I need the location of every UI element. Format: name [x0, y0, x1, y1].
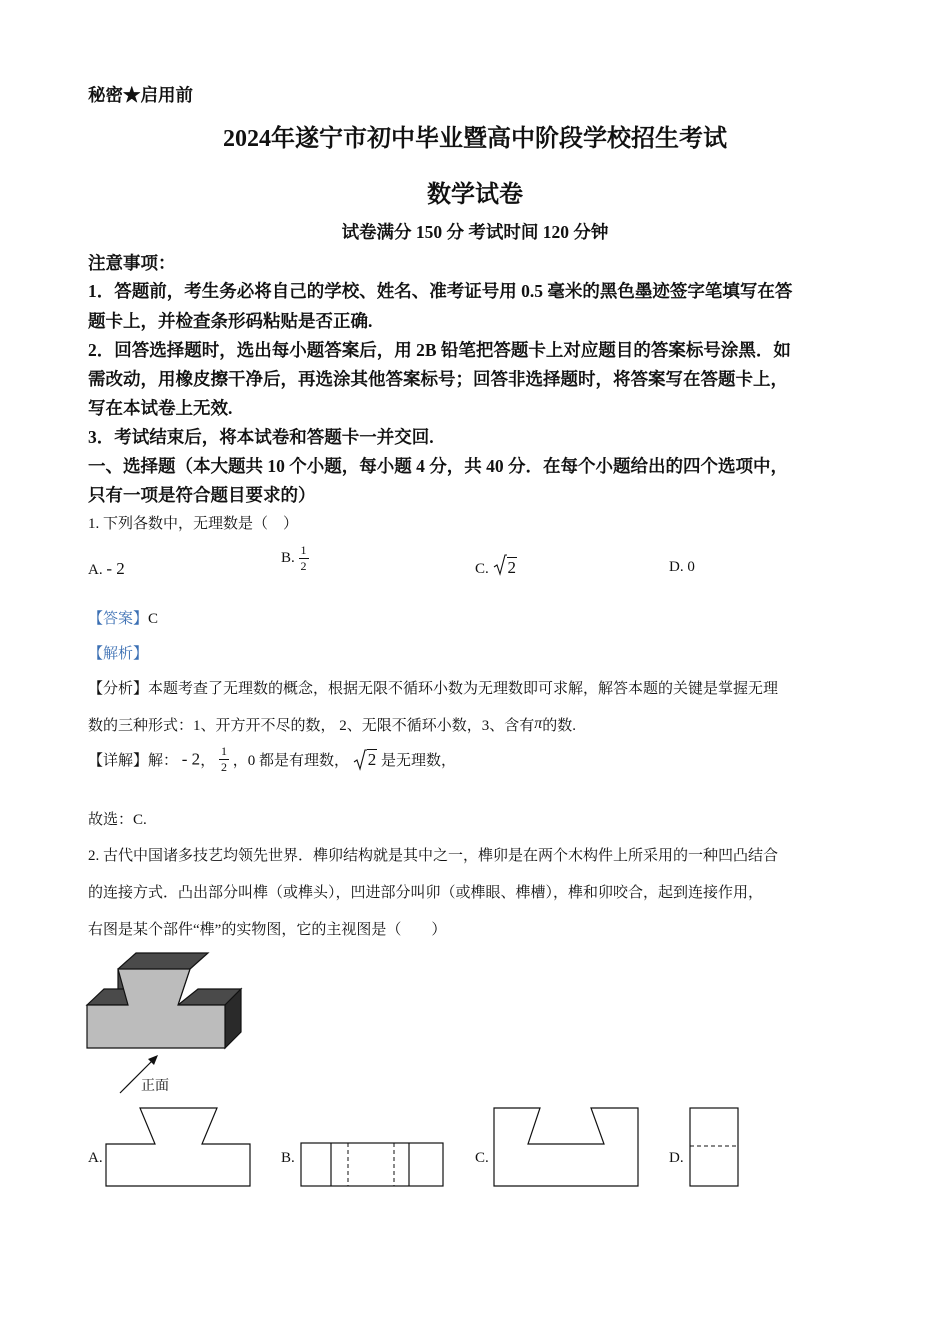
- notes-heading: 注意事项：: [88, 253, 176, 273]
- q1-analysis-line-2-text: 数的三种形式：1、开方开不尽的数， 2、无限不循环小数，3、含有: [88, 718, 535, 734]
- q2-stem-line-1: 2. 古代中国诸多技艺均领先世界．榫卯结构就是其中之一，榫卯是在两个木构件上所采用的一种凹凸结合: [88, 848, 779, 864]
- q1-detail-neg2: - 2: [181, 749, 201, 769]
- q1-detail-sqrt-value: 2: [367, 749, 377, 769]
- q1-detail-fraction: [219, 745, 229, 774]
- q1-option-d: [669, 559, 695, 576]
- q2-option-d-label: D.: [669, 1150, 684, 1166]
- front-label: 正面: [141, 1079, 169, 1094]
- section-1-heading-line-2: 只有一项是符合题目要求的）: [88, 485, 316, 505]
- q2-option-c-label: C.: [475, 1150, 489, 1166]
- q1-option-b-label: B.: [281, 550, 295, 566]
- answer-tag: 【答案】: [88, 611, 149, 627]
- note-2-line-3: 写在本试卷上无效.: [88, 398, 233, 418]
- q1-option-b-numerator: 1: [300, 543, 307, 557]
- q2-stem-line-2: 的连接方式．凸出部分叫榫（或榫头），凹进部分叫卯（或榫眼、榫槽），榫和卯咬合，起到连接作用，: [88, 885, 764, 901]
- q1-option-b-denominator: 2: [300, 559, 307, 573]
- q1-stem: 1. 下列各数中，无理数是（ ）: [88, 516, 299, 532]
- q1-detail-numerator: 1: [220, 744, 227, 758]
- q2-option-b-figure[interactable]: [299, 1141, 445, 1188]
- note-2-line-1: 2．回答选择题时，选出每小题答案后，用 2B 铅笔把答题卡上对应题目的答案标号涂黑．如: [88, 340, 791, 360]
- q1-detail-irrational: 是无理数，: [380, 753, 456, 769]
- q2-option-a-figure[interactable]: [104, 1106, 254, 1188]
- q1-option-a-label: A.: [88, 562, 103, 578]
- q1-option-b: [281, 544, 309, 573]
- q2-stem-line-3: 右图是某个部件“榫”的实物图，它的主视图是（ ）: [88, 922, 447, 938]
- q1-detail-denominator: 2: [220, 760, 227, 774]
- q1-option-d-label: D.: [669, 559, 684, 575]
- q1-detail-comma: ，: [200, 753, 216, 769]
- q1-option-c-label: C.: [475, 561, 489, 577]
- section-1-heading-line-1: 一、选择题（本大题共 10 个小题，每小题 4 分，共 40 分．在每个小题给出的四个选项中，: [88, 456, 788, 476]
- q1-detail-intro: 【详解】解：: [88, 753, 179, 769]
- q1-option-a: [88, 559, 125, 579]
- q1-option-b-fraction: [299, 544, 309, 573]
- exam-title: 2024年遂宁市初中毕业暨高中阶段学校招生考试: [223, 126, 727, 152]
- q1-analysis-line-2-tail: 的数.: [542, 718, 577, 734]
- note-1-line-2: 题卡上，并检查条形码粘贴是否正确.: [88, 311, 373, 331]
- sqrt-icon: [353, 748, 367, 772]
- pi-symbol: π: [534, 715, 543, 732]
- exam-meta: 试卷满分 150 分 考试时间 120 分钟: [341, 222, 609, 242]
- q1-detail-rational: ，0 都是有理数，: [232, 753, 349, 769]
- q1-detail: [88, 745, 456, 774]
- q1-answer: [88, 607, 158, 628]
- q1-analysis-line-1: 【分析】本题考查了无理数的概念，根据无限不循环小数为无理数即可求解，解答本题的关键是掌握无理: [88, 681, 779, 697]
- note-2-line-2: 需改动，用橡皮擦干净后，再选涂其他答案标号；回答非选择题时，将答案写在答题卡上，: [88, 369, 788, 389]
- q1-analysis-line-2: [88, 714, 576, 735]
- q2-option-b-label: B.: [281, 1150, 295, 1166]
- q2-option-d-figure[interactable]: [688, 1106, 741, 1188]
- q1-option-c: [475, 553, 517, 578]
- q1-option-c-value: 2: [507, 558, 517, 577]
- q1-answer-value: C: [148, 611, 159, 627]
- exam-subtitle: 数学试卷: [427, 182, 523, 208]
- analysis-tag: 【解析】: [88, 646, 149, 662]
- sqrt-icon: [493, 553, 507, 577]
- note-3: 3．考试结束后，将本试卷和答题卡一并交回.: [88, 427, 434, 447]
- q1-option-d-value: 0: [687, 559, 695, 575]
- q2-option-a-label: A.: [88, 1150, 103, 1166]
- q2-option-c-figure[interactable]: [492, 1106, 640, 1188]
- q1-conclusion: 故选：C.: [88, 812, 147, 828]
- q1-option-a-value: - 2: [106, 559, 125, 578]
- secret-label: 秘密★启用前: [88, 85, 193, 105]
- note-1-line-1: 1．答题前，考生务必将自己的学校、姓名、准考证号用 0.5 毫米的黑色墨迹签字笔填写在答: [88, 281, 793, 301]
